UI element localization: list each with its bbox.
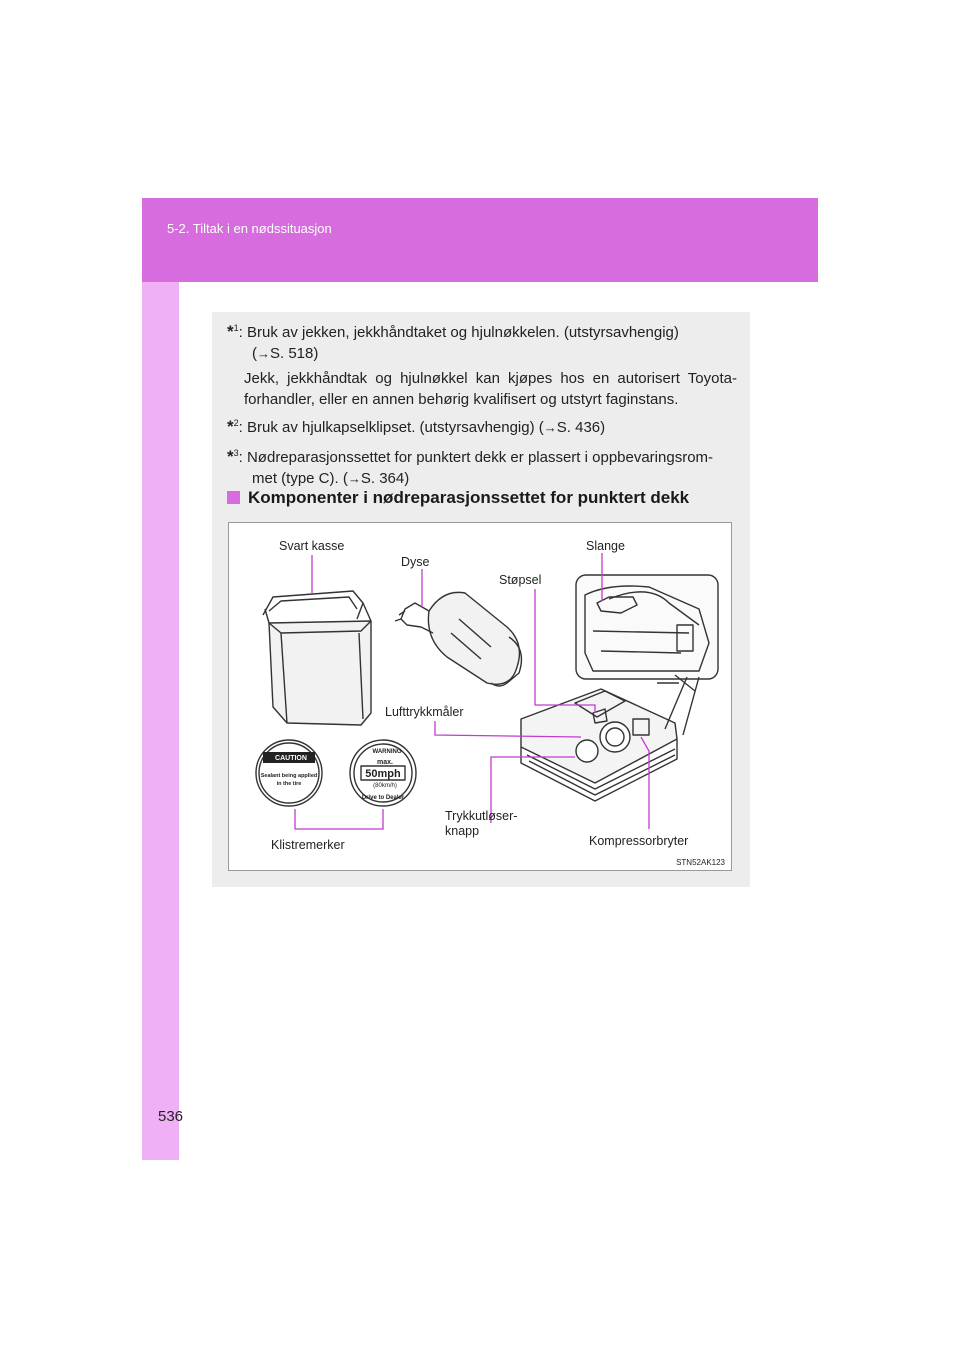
page-reference: S. 436): [556, 419, 606, 436]
label-nozzle: Dyse: [401, 555, 430, 569]
hose-detail-inset: [576, 575, 718, 679]
compressor-drawing: [521, 675, 695, 801]
caution-title: CAUTION: [275, 755, 307, 762]
asterisk-mark: *: [227, 417, 234, 436]
asterisk-mark: *: [227, 322, 234, 341]
asterisk-mark: *: [227, 447, 234, 466]
warning-kmh: (80km/h): [373, 783, 397, 789]
paren: (: [252, 345, 257, 362]
section-title: 5-2. Tiltak i en nødssituasjon: [167, 221, 332, 236]
footnote-number: 1: [233, 323, 239, 333]
footnote-1-paragraph: [227, 368, 737, 410]
black-case-drawing: [263, 591, 371, 725]
label-plug: Støpsel: [499, 573, 542, 587]
kit-illustration: [228, 522, 732, 871]
sealant-bottle-drawing: [395, 592, 521, 686]
heading-text: Komponenter i nødreparasjonssettet for punktert dekk: [248, 488, 690, 507]
warning-title: WARNING: [372, 749, 402, 755]
footnote-2: [227, 413, 737, 438]
footnote-text: : Nødreparasjonssettet for punktert dekk er plassert i oppbevaringsrom-: [238, 449, 714, 466]
label-compressor-switch: Kompressorbryter: [589, 834, 689, 848]
paragraph-text: Jekk, jekkhåndtak og hjulnøkkel kan kjøpes hos en autorisert Toyota-forhandler, eller en annen behørig kvalifisert og utstyrt faginstans.: [244, 370, 737, 408]
label-line: Trykkutløser-: [445, 809, 518, 823]
label-hose: Slange: [586, 539, 625, 553]
label-line: knapp: [445, 824, 480, 838]
footnote-text: : Bruk av hjulkapselklipset. (utstyrsavhengig) (: [238, 419, 544, 436]
figure-code: STN52AK123: [676, 858, 725, 867]
square-bullet-icon: [227, 491, 240, 504]
footnote-number: 3: [233, 448, 239, 458]
footnote-text: : Bruk av jekken, jekkhåndtaket og hjulnøkkelen. (utstyrsavhengig): [238, 324, 679, 341]
footnote-1: [227, 318, 737, 364]
side-color-strip: [142, 198, 179, 1160]
label-pressure-gauge: Lufttrykkmåler: [385, 705, 464, 719]
page-reference: S. 364): [360, 470, 410, 487]
label-stickers: Klistremerker: [271, 838, 345, 852]
caution-line2: in the tire: [276, 781, 302, 787]
footnote-number: 2: [233, 418, 239, 428]
arrow-icon: →: [257, 346, 270, 361]
page-number: 536: [158, 1108, 184, 1125]
footnote-text-cont: met (type C). (: [252, 470, 348, 487]
label-pressure-release: [445, 809, 517, 839]
warning-bottom: Drive to Dealer: [361, 795, 405, 801]
header-band: [142, 198, 818, 282]
warning-max: max.: [377, 759, 393, 766]
arrow-icon: →: [347, 471, 361, 486]
arrow-icon: →: [543, 420, 557, 435]
footnote-3: [227, 443, 737, 489]
section-heading: [227, 488, 727, 508]
label-black-case: Svart kasse: [279, 539, 345, 553]
caution-line1: Sealant being applied: [260, 773, 318, 779]
warning-speed: 50mph: [365, 768, 401, 780]
page-reference: S. 518): [270, 345, 319, 362]
